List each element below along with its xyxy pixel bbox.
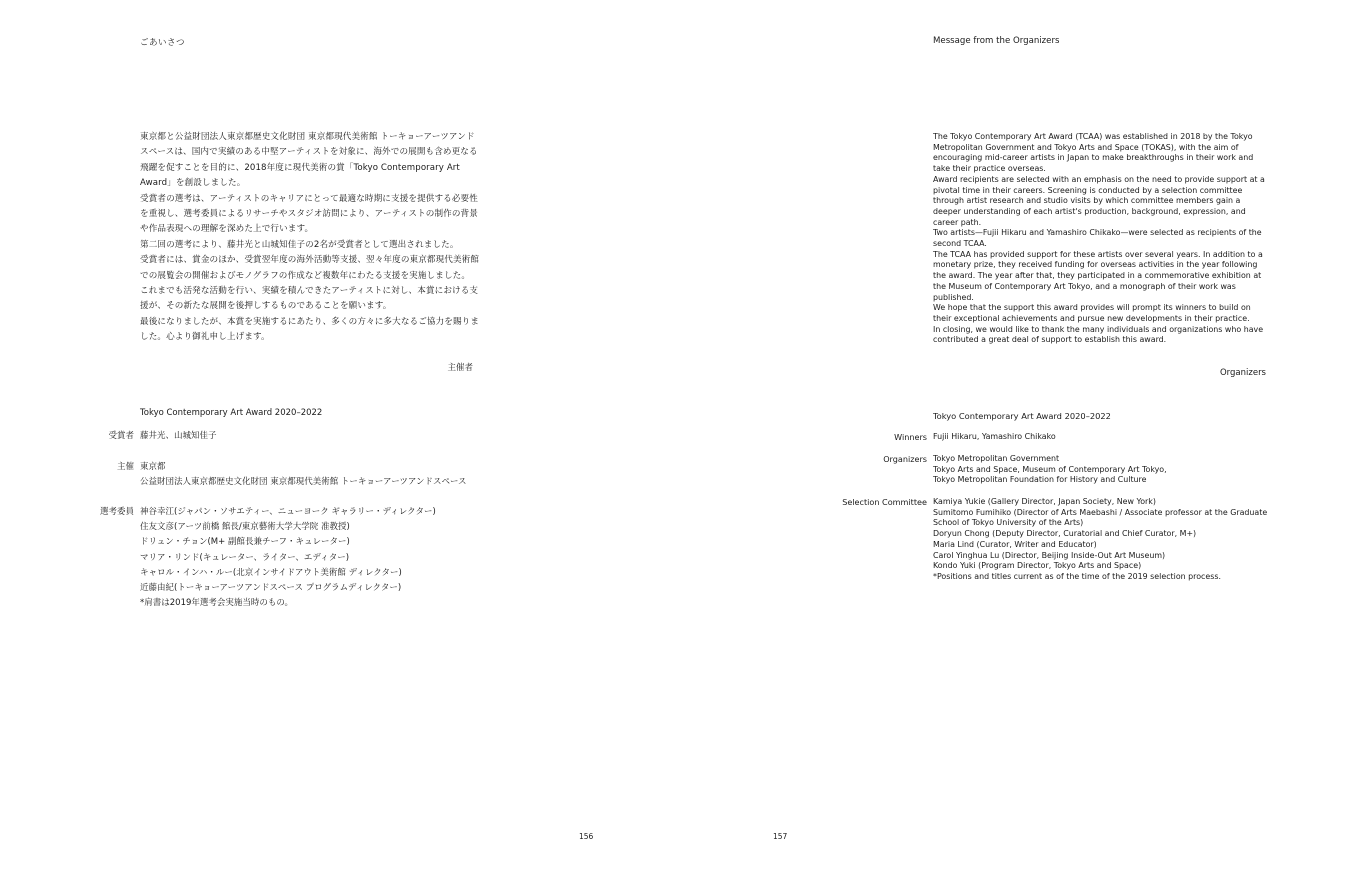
- committee-member: マリア・リンド(キュレーター、ライター、エディター): [140, 552, 350, 563]
- paragraph: 受賞者の選考は、アーティストのキャリアにとって最適な時期に支援を提供する必要性を重視し、選考委員によるリサーチやスタジオ訪問により、アーティストの制作の背景や作品表現への理解を深めた上で行います。: [140, 193, 478, 235]
- committee-note: *肩書は2019年選考会実施当時のもの。: [140, 598, 294, 609]
- page-number: 157: [773, 832, 788, 841]
- paragraph: Award recipients are selected with an emphasis on the need to provide support at a pivotal time in their careers. Screening is conducted by a selection committee through artist research and studio visits by which committee members gain a deeper understanding of each artist's production, background, expression, and career path.: [933, 174, 1265, 227]
- committee-note: *Positions and titles current as of the time of the 2019 selection process.: [933, 571, 1221, 581]
- organizer-line: Tokyo Arts and Space, Museum of Contemporary Art Tokyo,: [933, 464, 1167, 474]
- committee-member: ドリュン・チョン(M+ 副館長兼チーフ・キュレーター): [140, 537, 350, 548]
- committee-member: Sumitomo Fumihiko (Director of Arts Maebashi / Associate professor at the Graduate School of Tokyo University of the Arts): [933, 507, 1268, 528]
- organizer-line: 公益財団法人東京都歴史文化財団 東京都現代美術館 トーキョーアーツアンドスペース: [140, 477, 467, 488]
- paragraph: これまでも活発な活動を行い、実績を積んできたアーティストに対し、本賞における支援が、その新たな展開を後押しするものであることを願います。: [140, 286, 479, 312]
- paragraph: In closing, we would like to thank the many individuals and organizations who have contributed a great deal of support to establish this award.: [933, 324, 1264, 345]
- committee-member: キャロル・インハ・ルー(北京インサイドアウト美術館 ディレクター): [140, 567, 402, 578]
- paragraph: 第二回の選考により、藤井光と山城知佳子の2名が受賞者として選出されました。: [140, 239, 459, 250]
- committee-member: 住友文彦(アーツ前橋 館長/東京藝術大学大学院 准教授): [140, 522, 350, 533]
- winners-value: 藤井光、山城知佳子: [140, 431, 217, 441]
- organizers-label: 主催: [116, 462, 134, 472]
- committee-member: 神谷幸江(ジャパン・ソサエティー、ニューヨーク ギャラリー・ディレクター): [140, 507, 436, 517]
- paragraph: The Tokyo Contemporary Art Award (TCAA) was established in 2018 by the Tokyo Metropolitan Government and Tokyo Arts and Space (TOKAS), with the aim of encouraging mid-career artists in Japan to make breakthroughs in their work and take their practice overseas.: [933, 132, 1254, 174]
- paragraph: 最後になりましたが、本賞を実施するにあたり、多くの方々に多大なるご協力を賜りました。心より御礼申し上げます。: [140, 316, 480, 343]
- paragraph: Two artists—Fujii Hikaru and Yamashiro Chikako—were selected as recipients of the second TCAA.: [933, 228, 1262, 249]
- committee-member: Carol Yinghua Lu (Director, Beijing Inside-Out Art Museum): [933, 550, 1166, 560]
- message-body: [140, 130, 480, 346]
- committee-row: [60, 505, 490, 611]
- committee-member: Kamiya Yukie (Gallery Director, Japan Society, New York): [933, 497, 1156, 506]
- winners-row: [783, 432, 1273, 443]
- signature: 主催者: [447, 363, 473, 373]
- organizer-line: 東京都: [140, 462, 166, 472]
- organizer-line: Tokyo Metropolitan Government: [933, 454, 1060, 463]
- committee-member: 近藤由紀(トーキョーアーツアンドスペース プログラムディレクター): [140, 583, 402, 594]
- award-title: Tokyo Contemporary Art Award 2020–2022: [933, 411, 1111, 421]
- paragraph: 東京都と公益財団法人東京都歴史文化財団 東京都現代美術館 トーキョーアーツアンドスペースは、国内で実績のある中堅アーティストを対象に、海外での展開も含め更なる飛躍を促すことを目的に、2018年度に現代美術の賞「Tokyo Contemporary Art Award」を創設しました。: [140, 132, 478, 189]
- right-page: [683, 0, 1366, 876]
- organizer-line: Tokyo Metropolitan Foundation for History and Culture: [933, 475, 1147, 485]
- committee-label: Selection Committee: [842, 497, 927, 507]
- organizers-row: [783, 454, 1273, 486]
- committee-row: [783, 497, 1273, 583]
- committee-member: Doryun Chong (Deputy Director, Curatorial and Chief Curator, M+): [933, 529, 1197, 539]
- paragraph: We hope that the support this award provides will prompt its winners to build on their exceptional achievements and pursue new developments in their practice.: [933, 303, 1251, 323]
- committee-label: 選考委員: [99, 507, 134, 517]
- paragraph: The TCAA has provided support for these artists over several years. In addition to a monetary prize, they received funding for overseas activities in the year following the award. The year after that, they participated in a commemorative exhibition at the Museum of Contemporary Art Tokyo, and a monograph of their work was published.: [933, 249, 1263, 302]
- award-title: Tokyo Contemporary Art Award 2020–2022: [140, 408, 323, 418]
- signature: Organizers: [1219, 368, 1266, 378]
- winners-label: Winners: [894, 432, 927, 442]
- winners-label: 受賞者: [108, 431, 134, 441]
- winners-row: [60, 429, 490, 444]
- committee-member: Maria Lind (Curator, Writer and Educator): [933, 539, 1097, 549]
- winners-value: Fujii Hikaru, Yamashiro Chikako: [933, 432, 1056, 441]
- page-number: 156: [579, 832, 594, 841]
- page-heading: ごあいさつ: [140, 38, 186, 48]
- organizers-row: [60, 460, 490, 490]
- organizers-label: Organizers: [883, 454, 927, 464]
- message-body: [933, 132, 1268, 346]
- page-heading: Message from the Organizers: [933, 36, 1060, 46]
- committee-member: Kondo Yuki (Program Director, Tokyo Arts and Space): [933, 561, 1142, 571]
- paragraph: 受賞者には、賞金のほか、受賞翌年度の海外活動等支援、翌々年度の東京都現代美術館での展覧会の開催およびモノグラフの作成など複数年にわたる支援を実施しました。: [140, 255, 480, 281]
